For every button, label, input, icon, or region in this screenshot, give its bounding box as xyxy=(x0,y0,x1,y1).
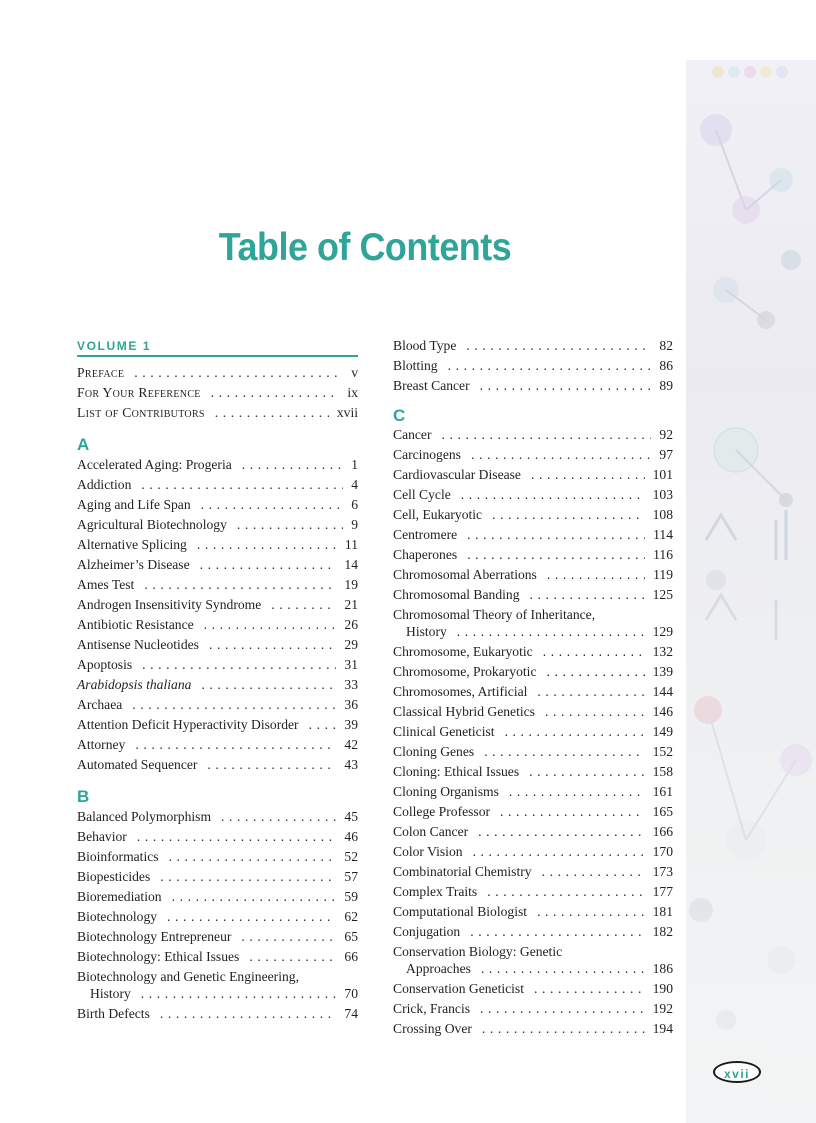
toc-entry-title: Chromosomes, Artificial xyxy=(393,684,528,699)
toc-entry-page: 170 xyxy=(652,844,673,859)
toc-entry-page: 26 xyxy=(344,617,358,632)
toc-entry-title: List of Contributors xyxy=(77,405,205,420)
toc-entry-page: 82 xyxy=(659,338,673,353)
leader-dots xyxy=(530,585,645,605)
toc-entry-page: 31 xyxy=(344,657,358,672)
toc-entry-page: 182 xyxy=(652,924,673,939)
section-b-list xyxy=(77,807,358,1024)
toc-entry-title: Combinatorial Chemistry xyxy=(393,864,532,879)
toc-entry-page: 86 xyxy=(659,358,673,373)
toc-entry-page: 92 xyxy=(659,427,673,442)
toc-entry-title: For Your Reference xyxy=(77,385,201,400)
toc-entry-page: 194 xyxy=(652,1021,673,1036)
leader-dots xyxy=(531,465,645,485)
leader-dots xyxy=(160,867,336,887)
leader-dots xyxy=(478,822,644,842)
toc-entry[interactable] xyxy=(393,802,673,822)
toc-entry-title: Alternative Splicing xyxy=(77,537,187,552)
toc-entry[interactable] xyxy=(77,927,358,947)
toc-entry-title: Chromosomal Aberrations xyxy=(393,567,537,582)
toc-entry[interactable] xyxy=(77,967,358,984)
toc-entry-title: Addiction xyxy=(77,477,132,492)
toc-entry-title: Archaea xyxy=(77,697,123,712)
volume-heading: VOLUME 1 xyxy=(77,339,358,357)
toc-entry[interactable] xyxy=(77,475,358,495)
toc-entry[interactable] xyxy=(393,662,673,682)
leader-dots xyxy=(546,662,644,682)
toc-entry-title: Chromosome, Eukaryotic xyxy=(393,644,533,659)
toc-entry-title-continued: History xyxy=(90,986,131,1001)
toc-entry[interactable] xyxy=(393,862,673,882)
toc-entry-title: Blood Type xyxy=(393,338,457,353)
leader-dots xyxy=(537,682,644,702)
leader-dots xyxy=(509,782,645,802)
decorative-side-strip xyxy=(686,60,816,1123)
toc-entry-page: 1 xyxy=(351,457,358,472)
toc-entry-page: 139 xyxy=(652,664,673,679)
toc-entry[interactable] xyxy=(77,455,358,475)
toc-entry-page: xvii xyxy=(336,405,358,420)
toc-entry[interactable] xyxy=(77,807,358,827)
toc-entry-title: Breast Cancer xyxy=(393,378,470,393)
toc-entry[interactable] xyxy=(393,902,673,922)
leader-dots xyxy=(204,615,337,635)
toc-entry-title: Antibiotic Resistance xyxy=(77,617,194,632)
toc-entry-page: 66 xyxy=(344,949,358,964)
leader-dots xyxy=(480,999,645,1019)
leader-dots xyxy=(172,887,337,907)
toc-entry-page: ix xyxy=(347,385,358,400)
section-letter-a: A xyxy=(77,435,90,454)
leader-dots xyxy=(141,475,343,495)
toc-right-column xyxy=(393,336,673,1039)
leader-dots xyxy=(137,827,337,847)
toc-entry-page: v xyxy=(351,365,358,380)
toc-entry-page: 144 xyxy=(652,684,673,699)
toc-entry-page: 59 xyxy=(344,889,358,904)
toc-entry-title: Classical Hybrid Genetics xyxy=(393,704,535,719)
toc-entry-title: Attention Deficit Hyperactivity Disorder xyxy=(77,717,299,732)
toc-left-column xyxy=(77,336,358,1024)
toc-entry-page: 57 xyxy=(344,869,358,884)
toc-entry-title: Computational Biologist xyxy=(393,904,528,919)
toc-entry-page: 177 xyxy=(652,884,673,899)
toc-entry-page: 62 xyxy=(344,909,358,924)
toc-entry[interactable] xyxy=(77,847,358,867)
toc-entry[interactable] xyxy=(393,376,673,396)
leader-dots xyxy=(237,515,343,535)
toc-entry-title: Cloning: Ethical Issues xyxy=(393,764,520,779)
toc-entry-title: Behavior xyxy=(77,829,127,844)
toc-entry-title: Conservation Geneticist xyxy=(393,981,524,996)
toc-entry-title: Centromere xyxy=(393,527,458,542)
toc-entry[interactable] xyxy=(77,947,358,967)
leader-dots xyxy=(481,959,645,979)
toc-entry[interactable] xyxy=(77,695,358,715)
toc-entry-title: Agricultural Biotechnology xyxy=(77,517,227,532)
toc-entry-page: 116 xyxy=(653,547,673,562)
toc-entry-page: 125 xyxy=(652,587,673,602)
leader-dots xyxy=(207,755,336,775)
toc-entry-page: 29 xyxy=(344,637,358,652)
toc-entry-page: 173 xyxy=(652,864,673,879)
leader-dots xyxy=(461,485,645,505)
leader-dots xyxy=(534,979,645,999)
toc-entry-page: 4 xyxy=(351,477,358,492)
toc-entry-title: Chromosome, Prokaryotic xyxy=(393,664,537,679)
toc-entry[interactable] xyxy=(393,605,673,622)
leader-dots xyxy=(309,715,337,735)
leader-dots xyxy=(144,575,336,595)
leader-dots xyxy=(473,842,645,862)
toc-entry-title: Chromosomal Banding xyxy=(393,587,520,602)
toc-entry[interactable] xyxy=(393,445,673,465)
toc-entry-page: 132 xyxy=(652,644,673,659)
toc-entry[interactable] xyxy=(77,383,358,403)
toc-entry[interactable] xyxy=(393,882,673,902)
leader-dots xyxy=(160,1004,337,1024)
leader-dots xyxy=(484,742,644,762)
toc-entry-title: Attorney xyxy=(77,737,126,752)
page-number-badge: xvii xyxy=(713,1061,761,1083)
toc-entry-page: 103 xyxy=(652,487,673,502)
toc-entry[interactable] xyxy=(77,615,358,635)
leader-dots xyxy=(500,802,645,822)
leader-dots xyxy=(142,655,336,675)
toc-entry-page: 97 xyxy=(659,447,673,462)
leader-dots xyxy=(471,445,651,465)
toc-entry[interactable] xyxy=(393,585,673,605)
page-title: Table of Contents xyxy=(218,226,512,269)
toc-entry-page: 161 xyxy=(652,784,673,799)
leader-dots xyxy=(132,695,336,715)
toc-entry-title: Androgen Insensitivity Syndrome xyxy=(77,597,262,612)
toc-entry-title-continued: Approaches xyxy=(406,961,471,976)
toc-entry-page: 149 xyxy=(652,724,673,739)
toc-entry-page: 89 xyxy=(659,378,673,393)
toc-entry-title: Balanced Polymorphism xyxy=(77,809,212,824)
leader-dots xyxy=(470,922,644,942)
leader-dots xyxy=(200,555,337,575)
toc-entry-title: Preface xyxy=(77,365,125,380)
toc-entry-title: Bioinformatics xyxy=(77,849,159,864)
leader-dots xyxy=(249,947,336,967)
toc-entry-page: 19 xyxy=(344,577,358,592)
toc-entry-title: Biotechnology xyxy=(77,909,158,924)
toc-entry[interactable] xyxy=(393,922,673,942)
toc-entry[interactable] xyxy=(393,565,673,585)
toc-entry-page: 101 xyxy=(652,467,673,482)
leader-dots xyxy=(141,984,337,1004)
section-letter-c: C xyxy=(393,406,406,425)
toc-entry-page: 129 xyxy=(652,624,673,639)
toc-entry-page: 36 xyxy=(344,697,358,712)
toc-entry[interactable] xyxy=(77,1004,358,1024)
toc-entry[interactable] xyxy=(77,363,358,383)
leader-dots xyxy=(466,336,651,356)
toc-entry-page: 14 xyxy=(344,557,358,572)
toc-entry[interactable] xyxy=(77,735,358,755)
toc-entry[interactable] xyxy=(77,715,358,735)
toc-entry-title: Birth Defects xyxy=(77,1006,150,1021)
toc-entry-title: College Professor xyxy=(393,804,491,819)
toc-entry[interactable] xyxy=(393,782,673,802)
leader-dots xyxy=(505,722,645,742)
leader-dots xyxy=(529,762,645,782)
toc-entry-title: Biotechnology Entrepreneur xyxy=(77,929,232,944)
toc-entry-title: Automated Sequencer xyxy=(77,757,198,772)
leader-dots xyxy=(215,403,329,423)
leader-dots xyxy=(542,862,645,882)
toc-entry-title: Conservation Biology: Genetic xyxy=(393,944,563,959)
toc-entry-page: 146 xyxy=(652,704,673,719)
toc-entry-title: Cancer xyxy=(393,427,432,442)
toc-entry[interactable] xyxy=(77,755,358,775)
leader-dots xyxy=(492,505,645,525)
toc-entry[interactable] xyxy=(77,867,358,887)
toc-entry-title: Ames Test xyxy=(77,577,135,592)
leader-dots xyxy=(545,702,645,722)
toc-entry-title: Crossing Over xyxy=(393,1021,472,1036)
leader-dots xyxy=(211,383,340,403)
leader-dots xyxy=(242,455,343,475)
leader-dots xyxy=(448,356,652,376)
toc-entry[interactable] xyxy=(77,655,358,675)
toc-entry-page: 181 xyxy=(652,904,673,919)
toc-entry-page: 21 xyxy=(344,597,358,612)
section-a-list xyxy=(77,455,358,775)
toc-entry-page: 108 xyxy=(652,507,673,522)
toc-entry-page: 52 xyxy=(344,849,358,864)
leader-dots xyxy=(135,735,336,755)
toc-entry-title: Chaperones xyxy=(393,547,458,562)
leader-dots xyxy=(241,927,336,947)
toc-entry-page: 42 xyxy=(344,737,358,752)
toc-entry-title: Carcinogens xyxy=(393,447,461,462)
leader-dots xyxy=(442,425,652,445)
toc-entry-title: Colon Cancer xyxy=(393,824,469,839)
toc-entry-title: Cloning Organisms xyxy=(393,784,499,799)
toc-entry[interactable] xyxy=(393,356,673,376)
leader-dots xyxy=(271,595,336,615)
toc-entry-title: Cardiovascular Disease xyxy=(393,467,521,482)
toc-entry-page: 165 xyxy=(652,804,673,819)
toc-entry-page: 33 xyxy=(344,677,358,692)
toc-entry-title: Clinical Geneticist xyxy=(393,724,495,739)
toc-entry-title: Antisense Nucleotides xyxy=(77,637,199,652)
leader-dots xyxy=(201,675,336,695)
leader-dots xyxy=(543,642,645,662)
toc-entry[interactable] xyxy=(393,942,673,959)
section-c-list xyxy=(393,425,673,1039)
toc-entry-continuation[interactable] xyxy=(77,984,358,1004)
toc-entry-title: Alzheimer’s Disease xyxy=(77,557,190,572)
leader-dots xyxy=(537,902,645,922)
toc-entry[interactable] xyxy=(393,842,673,862)
toc-entry[interactable] xyxy=(393,425,673,445)
toc-entry[interactable] xyxy=(393,999,673,1019)
toc-entry[interactable] xyxy=(393,742,673,762)
toc-entry-title: Cell, Eukaryotic xyxy=(393,507,483,522)
toc-entry-title: Color Vision xyxy=(393,844,463,859)
toc-entry[interactable] xyxy=(393,979,673,999)
toc-entry[interactable] xyxy=(393,762,673,782)
leader-dots xyxy=(482,1019,645,1039)
toc-entry[interactable] xyxy=(393,722,673,742)
leader-dots xyxy=(201,495,344,515)
leader-dots xyxy=(134,363,343,383)
toc-entry[interactable] xyxy=(77,535,358,555)
toc-entry-title: Biotechnology: Ethical Issues xyxy=(77,949,240,964)
toc-entry[interactable] xyxy=(77,887,358,907)
toc-entry-page: 6 xyxy=(351,497,358,512)
toc-entry-page: 186 xyxy=(652,961,673,976)
toc-entry[interactable] xyxy=(77,827,358,847)
front-matter-list xyxy=(77,363,358,423)
toc-entry-page: 74 xyxy=(344,1006,358,1021)
toc-entry-page: 119 xyxy=(653,567,673,582)
toc-entry-title: Complex Traits xyxy=(393,884,478,899)
toc-entry-page: 70 xyxy=(344,986,358,1001)
leader-dots xyxy=(197,535,337,555)
leader-dots xyxy=(167,907,336,927)
toc-entry[interactable] xyxy=(77,675,358,695)
toc-entry[interactable] xyxy=(77,515,358,535)
toc-entry-page: 166 xyxy=(652,824,673,839)
leader-dots xyxy=(467,525,645,545)
molecule-illustration xyxy=(686,60,816,1123)
toc-entry-title: Apoptosis xyxy=(77,657,133,672)
leader-dots xyxy=(209,635,336,655)
toc-entry-page: 9 xyxy=(351,517,358,532)
toc-entry[interactable] xyxy=(393,702,673,722)
toc-entry-title: Aging and Life Span xyxy=(77,497,191,512)
toc-entry[interactable] xyxy=(77,555,358,575)
toc-entry[interactable] xyxy=(393,545,673,565)
toc-entry[interactable] xyxy=(393,1019,673,1039)
toc-entry[interactable] xyxy=(393,642,673,662)
toc-entry-title: Arabidopsis thaliana xyxy=(77,677,192,692)
toc-entry[interactable] xyxy=(77,595,358,615)
toc-entry[interactable] xyxy=(393,682,673,702)
toc-entry-continuation[interactable] xyxy=(393,622,673,642)
leader-dots xyxy=(480,376,652,396)
section-letter-b: B xyxy=(77,787,90,806)
toc-entry-page: 152 xyxy=(652,744,673,759)
toc-entry-page: 46 xyxy=(344,829,358,844)
toc-entry-page: 11 xyxy=(344,537,358,552)
toc-entry-title: Crick, Francis xyxy=(393,1001,471,1016)
toc-entry-title: Accelerated Aging: Progeria xyxy=(77,457,232,472)
toc-entry[interactable] xyxy=(77,635,358,655)
toc-entry-page: 192 xyxy=(652,1001,673,1016)
toc-entry-title: Cloning Genes xyxy=(393,744,475,759)
toc-entry-title: Biotechnology and Genetic Engineering, xyxy=(77,969,299,984)
toc-entry[interactable] xyxy=(77,575,358,595)
leader-dots xyxy=(169,847,337,867)
toc-entry-page: 45 xyxy=(344,809,358,824)
toc-entry[interactable] xyxy=(393,525,673,545)
leader-dots xyxy=(467,545,645,565)
toc-entry-title: Conjugation xyxy=(393,924,461,939)
toc-entry-page: 65 xyxy=(344,929,358,944)
toc-entry-continuation[interactable] xyxy=(393,959,673,979)
toc-entry-title: Chromosomal Theory of Inheritance, xyxy=(393,607,596,622)
toc-entry[interactable] xyxy=(77,907,358,927)
toc-entry[interactable] xyxy=(393,465,673,485)
toc-entry-title: Bioremediation xyxy=(77,889,162,904)
toc-entry-page: 114 xyxy=(653,527,673,542)
toc-entry-title: Blotting xyxy=(393,358,438,373)
toc-entry-title-continued: History xyxy=(406,624,447,639)
toc-entry[interactable] xyxy=(393,505,673,525)
toc-entry-page: 158 xyxy=(652,764,673,779)
toc-entry-title: Biopesticides xyxy=(77,869,151,884)
toc-entry[interactable] xyxy=(393,336,673,356)
toc-entry[interactable] xyxy=(393,485,673,505)
section-b-continued-list xyxy=(393,336,673,396)
toc-entry-page: 43 xyxy=(344,757,358,772)
leader-dots xyxy=(547,565,645,585)
toc-entry-page: 39 xyxy=(344,717,358,732)
leader-dots xyxy=(221,807,336,827)
leader-dots xyxy=(457,622,645,642)
toc-entry[interactable] xyxy=(77,495,358,515)
toc-entry-page: 190 xyxy=(652,981,673,996)
toc-entry[interactable] xyxy=(393,822,673,842)
toc-entry-title: Cell Cycle xyxy=(393,487,451,502)
leader-dots xyxy=(487,882,644,902)
toc-entry[interactable] xyxy=(77,403,358,423)
